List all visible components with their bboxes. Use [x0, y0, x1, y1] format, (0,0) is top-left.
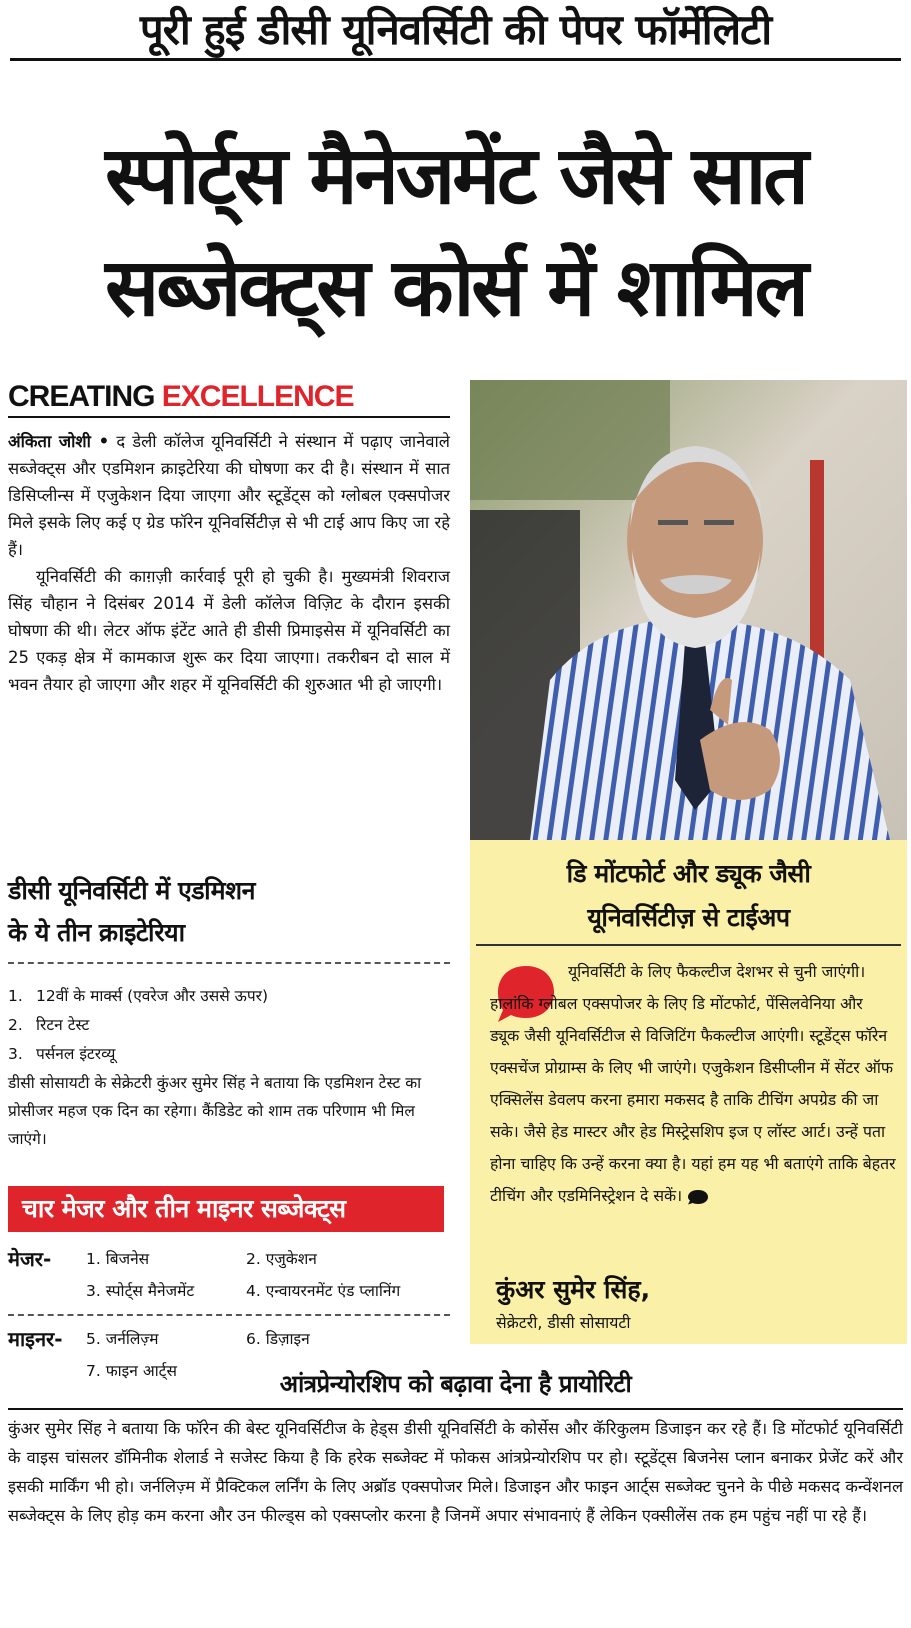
- subject-item: 4. एन्वायरनमेंट एंड प्लानिंग: [246, 1282, 401, 1300]
- quote-divider: [476, 944, 901, 946]
- bottom-section-title: आंत्रप्रेन्योरशिप को बढ़ावा देना है प्रायोरिटी: [279, 1370, 632, 1398]
- headline-line-2: सब्जेक्ट्स कोर्स में शामिल: [105, 241, 806, 334]
- criteria-item: [8, 982, 450, 1011]
- major-row-2: [8, 1274, 450, 1306]
- quote-end-icon: [687, 1189, 709, 1205]
- criteria-text: रिटन टेस्ट: [36, 1016, 90, 1034]
- byline: अंकिता जोशी •: [8, 432, 110, 451]
- major-row-1: [8, 1242, 450, 1274]
- brand-divider: [8, 416, 450, 418]
- subject-item: 3. स्पोर्ट्स मैनेजमेंट: [86, 1282, 195, 1300]
- brand-creating: CREATING: [8, 380, 162, 413]
- criteria-title-line-1: डीसी यूनिवर्सिटी में एडमिशन: [8, 876, 255, 905]
- bottom-divider: [8, 1408, 903, 1410]
- criteria-section: [8, 982, 450, 1153]
- quote-heading-line-1: डि मोंटफोर्ट और ड्यूक जैसी: [566, 859, 811, 888]
- subjects-table: [8, 1242, 450, 1386]
- subjects-title-bar: चार मेजर और तीन माइनर सब्जेक्ट्स: [8, 1186, 444, 1232]
- criteria-text: 12वीं के मार्क्स (एवरेज और उससे ऊपर): [36, 987, 269, 1005]
- criteria-num: 3.: [8, 1045, 23, 1063]
- quote-author: कुंअर सुमेर सिंह,: [496, 1275, 651, 1304]
- criteria-title-line-2: के ये तीन क्राइटेरिया: [8, 918, 185, 947]
- quote-heading-line-2: यूनिवर्सिटीज़ से टाईअप: [587, 903, 790, 932]
- major-label: मेजर-: [8, 1246, 52, 1271]
- criteria-item: [8, 1040, 450, 1069]
- subject-item: 2. एजुकेशन: [246, 1250, 317, 1268]
- kicker-headline: पूरी हुई डीसी यूनिवर्सिटी की पेपर फॉर्मेलिटी: [10, 6, 901, 61]
- subject-item: 1. बिजनेस: [86, 1250, 150, 1268]
- subjects-divider: [8, 1314, 450, 1316]
- bottom-section-text: कुंअर सुमेर सिंह ने बताया कि फॉरेन की बेस्ट यूनिवर्सिटीज के हेड्स डीसी यूनिवर्सिटी के कोर्सेस और कॅरिकुलम डिजाइन कर रहे हैं। डि मोंटफोर्ट यूनिवर्सिटी के वाइस चांसलर डॉमिनीक शेलार्ड ने सजेस्ट किया है कि हरेक सब्जेक्ट में फोकस आंत्रप्रेन्योरशिप पर हो। स्टूडेंट्स बिजनेस प्लान बनाकर प्रेजेंट करें और इसकी मार्किंग भी हो। जर्नलिज़्म में प्रैक्टिकल लर्निंग के लिए अब्रॉड एक्सपोजर मिले। डिजाइन और फाइन आर्ट्स सब्जेक्ट चुनने के पीछे मकसद कन्वेंशनल सब्जेक्ट्स के लिए होड़ कम करना और उन फील्ड्स को एक्सप्लोर करना है जिनमें अपार संभावनाएं हैं लेकिन एक्सीलेंस तक हम पहुंच नहीं पा रहे हैं।: [8, 1419, 903, 1525]
- criteria-item: [8, 1011, 450, 1040]
- portrait-photo: [470, 380, 907, 840]
- subject-item: 7. फाइन आर्ट्स: [86, 1362, 177, 1380]
- intro-paragraph-2: यूनिवर्सिटी की काग़ज़ी कार्रवाई पूरी हो चुकी है। मुख्यमंत्री शिवराज सिंह चौहान ने दिसंबर 2014 में डेली कॉलेज विज़िट के दौरान इसकी घोषणा की थी। लेटर ऑफ इंटेंट आते ही डीसी प्रिमाइसेस में यूनिवर्सिटी का 25 एकड़ क्षेत्र में कामकाज शुरू कर दिया जाएगा। तकरीबन दो साल में भवन तैयार हो जाएगा और शहर में यूनिवर्सिटी की शुरुआत भी हो जाएगी।: [8, 567, 450, 694]
- criteria-text: पर्सनल इंटरव्यू: [36, 1045, 116, 1063]
- criteria-divider: [8, 962, 450, 964]
- intro-paragraph-1: [8, 428, 450, 563]
- quote-first-lines: यूनिवर्सिटी के लिए फैकल्टीज देशभर से चुनी जाएंगी।: [568, 962, 866, 981]
- criteria-num: 1.: [8, 987, 23, 1005]
- quote-text: [490, 956, 896, 1212]
- quote-heading: [470, 852, 907, 940]
- criteria-list: [8, 982, 450, 1069]
- criteria-num: 2.: [8, 1016, 23, 1034]
- quote-author-role: सेक्रेटरी, डीसी सोसायटी: [496, 1313, 631, 1332]
- portrait-illustration: [470, 380, 907, 840]
- quote-body: हालांकि ग्लोबल एक्सपोजर के लिए डि मोंटफोर्ट, पेंसिलवेनिया और ड्यूक जैसी यूनिवर्सिटीज से विजिटिंग फैकल्टीज आएंगी। स्टूडेंट्स फॉरेन एक्सचेंज प्रोग्राम्स के लिए भी जाएंगे। एजुकेशन डिसीप्लीन में सेंटर ऑफ एक्सिलेंस डेवलप करना हमारा मकसद है ताकि टीचिंग अपग्रेड की जा सके। जैसे हेड मास्टर और हेड मिस्ट्रेसशिप इज ए लॉस्ट आर्ट। उन्हें पता होना चाहिए कि उन्हें करना क्या है। यहां हम यह भी बताएंगे ताकि बेहतर टीचिंग और एडमिनिस्ट्रेशन दे सकें।: [490, 994, 896, 1205]
- intro-article: [8, 428, 450, 698]
- subject-item: 5. जर्नलिज़्म: [86, 1330, 159, 1348]
- headline-line-1: स्पोर्ट्स मैनेजमेंट जैसे सात: [105, 129, 806, 222]
- minor-label: माइनर-: [8, 1326, 63, 1351]
- brand-excellence: EXCELLENCE: [161, 380, 354, 413]
- quote-box: [470, 840, 907, 1344]
- subject-item: 6. डिज़ाइन: [246, 1330, 310, 1348]
- criteria-note: डीसी सोसायटी के सेक्रेटरी कुंअर सुमेर सिंह ने बताया कि एडमिशन टेस्ट का प्रोसीजर महज एक दिन का रहेगा। कैंडिडेट को शाम तक परिणाम भी मिल जाएंगे।: [8, 1074, 422, 1148]
- minor-row-1: [8, 1322, 450, 1354]
- section-brand: [8, 380, 353, 414]
- main-headline: [4, 120, 907, 344]
- criteria-title: [8, 870, 450, 954]
- intro-para1-text: द डेली कॉलेज यूनिवर्सिटी ने संस्थान में पढ़ाए जानेवाले सब्जेक्ट्स और एडमिशन क्राइटेरिया की घोषणा कर दी है। संस्थान में सात डिसिप्लीन्स में एजुकेशन दिया जाएगा और स्टूडेंट्स को ग्लोबल एक्सपोजर मिले इसके लिए कई ए ग्रेड फॉरेन यूनिवर्सिटीज़ से भी टाई आप किए जा रहे हैं।: [8, 432, 450, 559]
